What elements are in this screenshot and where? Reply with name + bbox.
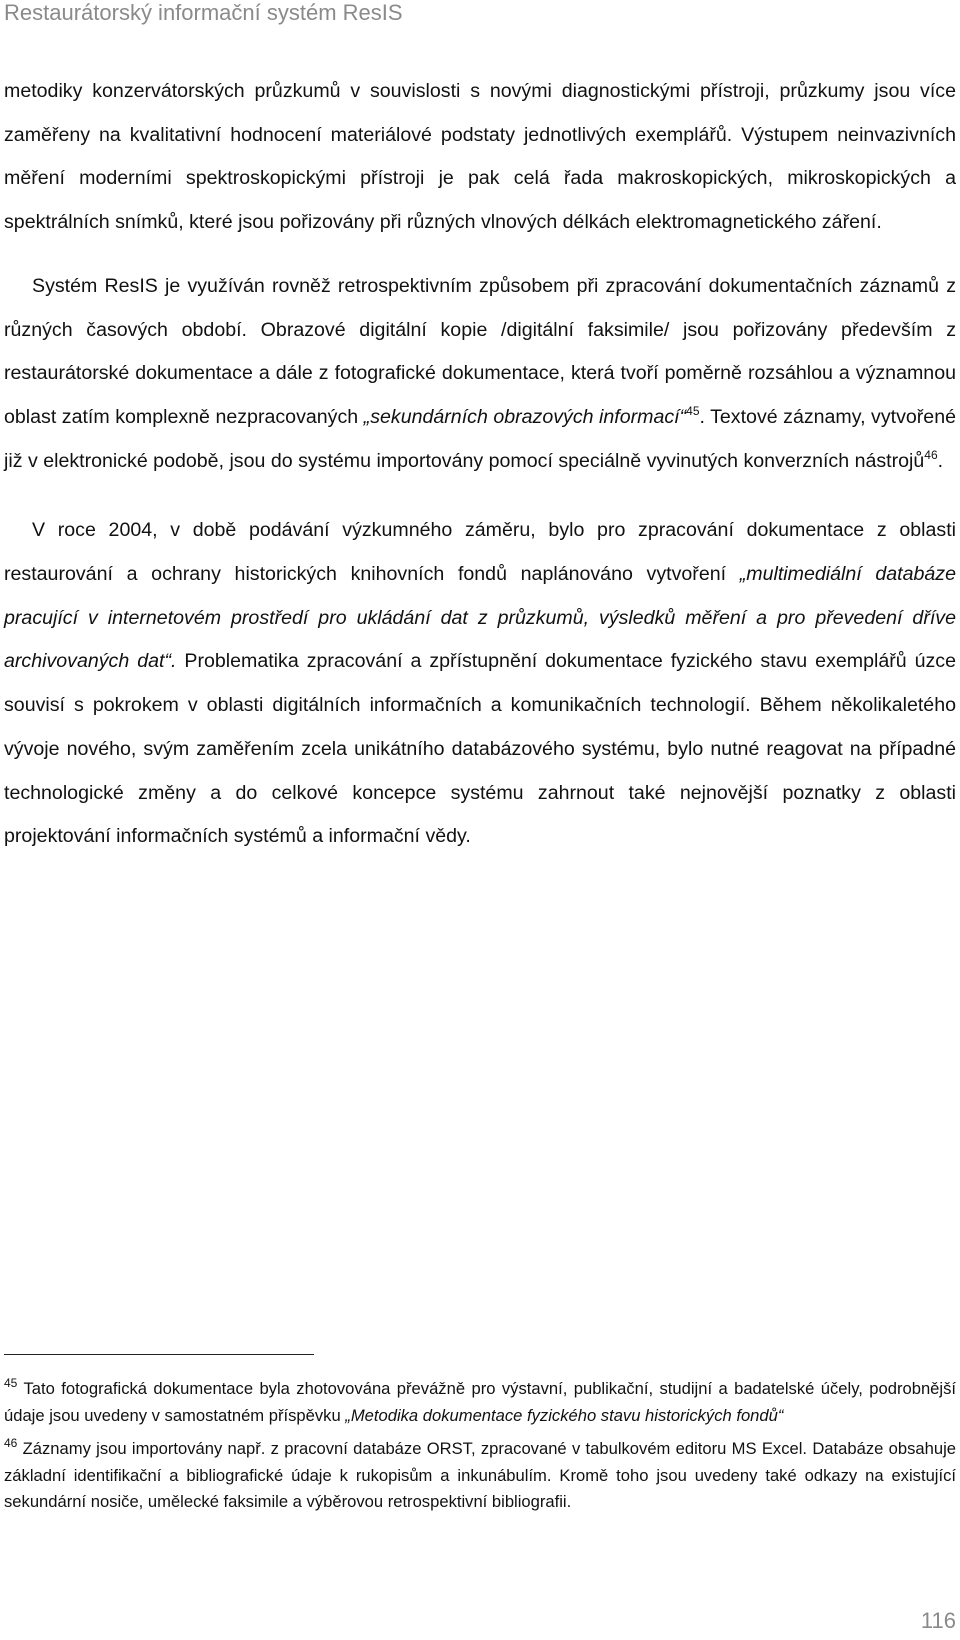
paragraph-3-text-b: Problematika zpracování a zpřístupnění dokumentace fyzického stavu exemplářů úzce souvisí s pokrokem v oblasti digitálních informačních a komunikačních technologií. Během několikaletého vývoje nového, svým zaměřením zcela unikátního databázového systému, bylo nutné reagovat na případné technologické změny a do celkové koncepce systému zahrnout také nejnovější poznatky z oblasti projektování informačních systémů a informační vědy.	[4, 650, 956, 848]
footnote-45-number: 45	[4, 1376, 18, 1390]
footnote-46	[4, 1436, 956, 1516]
paragraph-2-italic: „sekundárních obrazových informací“	[363, 405, 687, 428]
footnote-45-text: Tato fotografická dokumentace byla zhotovována převážně pro výstavní, publikační, studijní a badatelské účely, podrobnější údaje jsou uvedeny v samostatném příspěvku	[4, 1379, 956, 1425]
paragraph-2-text-b: . Textové záznamy, vytvořené již v elektronické podobě, jsou do systému importovány pomocí speciálně vyvinutých konverzních nástrojů	[4, 405, 956, 472]
paragraph-3-text-a: V roce 2004, v době podávání výzkumného záměru, bylo pro zpracování dokumentace z oblasti restaurování a ochrany historických knihovních fondů naplánováno vytvoření	[4, 519, 956, 586]
paragraph-3	[4, 509, 956, 859]
running-header: Restaurátorský informační systém ResIS	[4, 0, 403, 25]
paragraph-1: metodiky konzervátorských průzkumů v souvislosti s novými diagnostickými přístroji, průzkumy jsou více zaměřeny na kvalitativní hodnocení materiálové podstaty jednotlivých exemplářů. Výstupem neinvazivních měření moderními spektroskopickými přístroji je pak celá řada makroskopických, mikroskopických a spektrálních snímků, které jsou pořizovány při různých vlnových délkách elektromagnetického záření.	[4, 80, 956, 234]
footnote-46-text: Záznamy jsou importovány např. z pracovní databáze ORST, zpracované v tabulkovém editoru MS Excel. Databáze obsahuje základní identifikační a bibliografické údaje k rukopisům a inkunábulím. Kromě toho jsou uvedeny také odkazy na existující sekundární nosiče, umělecké faksimile a výběrovou retrospektivní bibliografii.	[4, 1439, 956, 1511]
footnote-45-italic: „Metodika dokumentace fyzického stavu historických fondů“	[345, 1405, 784, 1425]
paragraph-2	[4, 265, 956, 484]
footnote-ref-46[interactable]: 46	[924, 447, 938, 462]
page-number: 116	[920, 1608, 956, 1633]
paragraph-3-italic: „multimediální databáze pracující v internetovém prostředí pro ukládání dat z průzkumů, výsledků měření a pro převedení dříve archivovaných dat“.	[4, 563, 956, 673]
footnotes	[4, 1376, 956, 1516]
footnote-45	[4, 1376, 956, 1429]
footnote-46-number: 46	[4, 1436, 18, 1450]
footnote-ref-45[interactable]: 45	[686, 403, 700, 418]
paragraph-2-text-a: Systém ResIS je využíván rovněž retrospektivním způsobem při zpracování dokumentačních záznamů z různých časových období. Obrazové digitální kopie /digitální faksimile/ jsou pořizovány především z restaurátorské dokumentace a dále z fotografické dokumentace, která tvoří poměrně rozsáhlou a významnou oblast zatím komplexně nezpracovaných	[4, 274, 956, 428]
body-text	[4, 70, 956, 859]
footnote-separator	[4, 1354, 314, 1355]
paragraph-2-text-c: .	[937, 449, 944, 472]
